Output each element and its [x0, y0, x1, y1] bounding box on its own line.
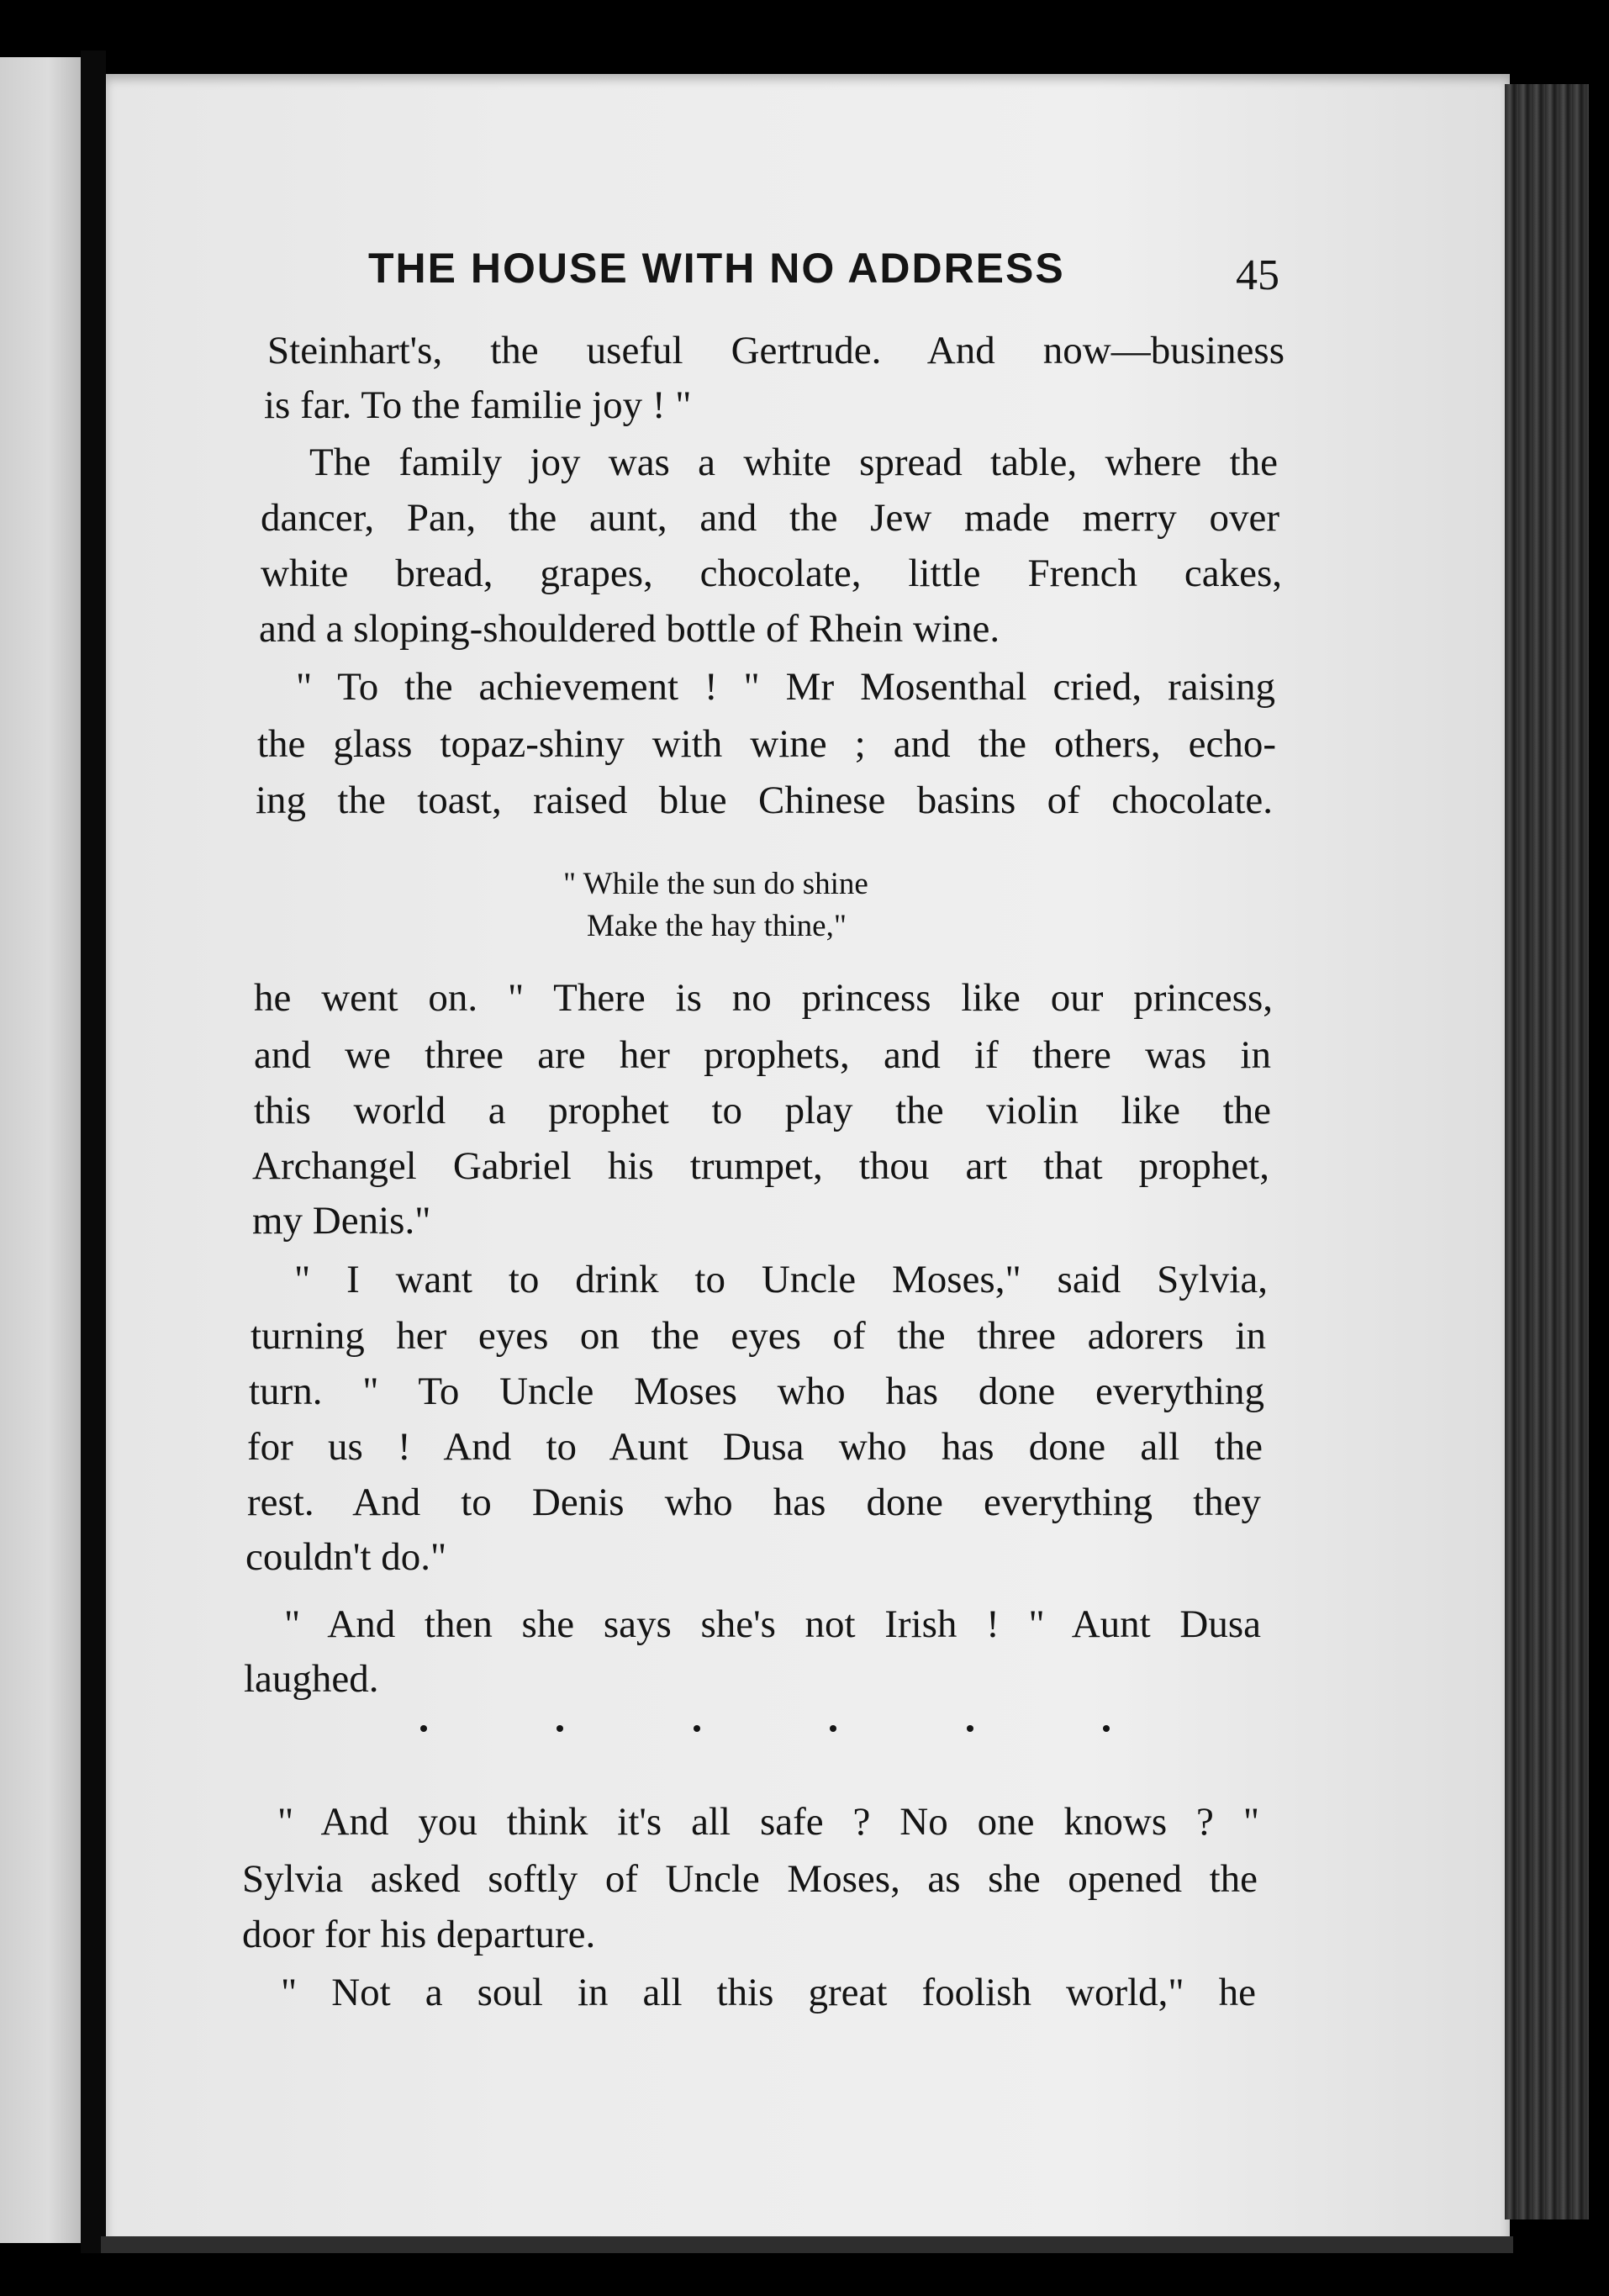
text-line: Archangel Gabriel his trumpet, thou art that prophet,: [252, 1144, 1269, 1188]
section-break-dots: [420, 1725, 1110, 1732]
text-line: white bread, grapes, chocolate, little French cakes,: [261, 552, 1282, 595]
text-line: dancer, Pan, the aunt, and the Jew made merry over: [261, 496, 1279, 540]
text-line: laughed.: [244, 1657, 379, 1701]
text-line: " I want to drink to Uncle Moses," said Sylvia,: [294, 1258, 1268, 1301]
previous-page-edge: [0, 57, 81, 2243]
page-fore-edge: [1505, 84, 1589, 2219]
text-line: rest. And to Denis who has done everything they: [247, 1481, 1261, 1524]
text-line: the glass topaz-shiny with wine ; and the others, echo-: [257, 722, 1276, 766]
text-line: The family joy was a white spread table, where the: [309, 441, 1278, 484]
text-line: he went on. " There is no princess like our princess,: [254, 976, 1273, 1020]
running-title: THE HOUSE WITH NO ADDRESS: [368, 245, 1065, 292]
text-line: " And then she says she's not Irish ! " Aunt Dusa: [284, 1602, 1261, 1646]
text-line: my Denis.": [252, 1199, 431, 1243]
verse-line: Make the hay thine,": [587, 909, 847, 943]
text-line: " And you think it's all safe ? No one knows ? ": [277, 1800, 1259, 1844]
text-line: ing the toast, raised blue Chinese basins of chocolate.: [256, 779, 1273, 822]
page-bottom-edge: [101, 2236, 1513, 2253]
text-line: turn. " To Uncle Moses who has done everything: [249, 1370, 1264, 1413]
book-gutter: [81, 50, 106, 2253]
text-line: " Not a soul in all this great foolish world," he: [281, 1971, 1256, 2014]
text-line: this world a prophet to play the violin like the: [254, 1089, 1271, 1132]
text-line: couldn't do.": [245, 1535, 447, 1579]
verse-line: " While the sun do shine: [563, 867, 868, 901]
text-line: Sylvia asked softly of Uncle Moses, as she opened the: [242, 1857, 1258, 1901]
text-line: turning her eyes on the eyes of the three adorers in: [251, 1314, 1266, 1358]
page-number: 45: [1236, 251, 1279, 299]
text-line: is far. To the familie joy ! ": [264, 383, 692, 427]
text-line: and we three are her prophets, and if there was in: [254, 1033, 1271, 1077]
text-line: Steinhart's, the useful Gertrude. And now—business: [267, 329, 1285, 372]
text-line: " To the achievement ! " Mr Mosenthal cried, raising: [296, 665, 1275, 709]
text-line: door for his departure.: [242, 1913, 596, 1956]
text-line: for us ! And to Aunt Dusa who has done all the: [247, 1425, 1263, 1469]
text-line: and a sloping-shouldered bottle of Rhein wine.: [259, 607, 1000, 651]
